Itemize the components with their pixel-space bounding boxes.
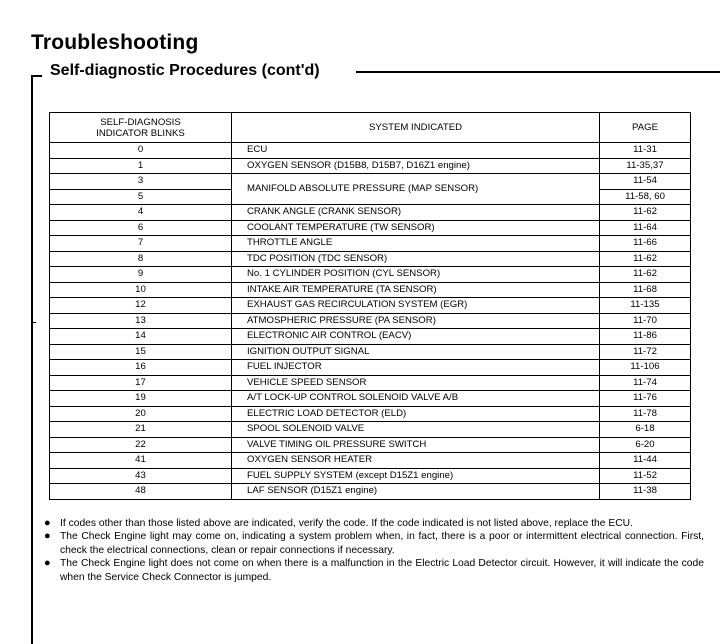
blink-cell: 41 xyxy=(50,453,232,469)
list-item xyxy=(44,517,704,530)
blink-cell: 0 xyxy=(50,143,232,159)
system-cell: LAF SENSOR (D15Z1 engine) xyxy=(232,484,600,500)
note-text: The Check Engine light does not come on when there is a malfunction in the Electric Load Detector circuit. However, it will indicate the code when the Service Check Connector is jumped. xyxy=(60,558,704,583)
table-row xyxy=(50,453,691,469)
margin-tick xyxy=(31,322,36,323)
header-blinks-line2: INDICATOR BLINKS xyxy=(96,127,185,139)
blink-cell: 21 xyxy=(50,422,232,438)
blink-cell: 43 xyxy=(50,468,232,484)
table-row xyxy=(50,267,691,283)
system-cell: ELECTRIC LOAD DETECTOR (ELD) xyxy=(232,406,600,422)
header-page: PAGE xyxy=(600,113,691,143)
blink-cell: 9 xyxy=(50,267,232,283)
section-rule-right xyxy=(356,71,720,73)
diagnosis-code-table xyxy=(49,112,691,500)
page-title: Troubleshooting xyxy=(31,31,199,54)
table-row xyxy=(50,205,691,221)
system-cell: ELECTRONIC AIR CONTROL (EACV) xyxy=(232,329,600,345)
blink-cell: 5 xyxy=(50,189,232,205)
page-cell: 11-106 xyxy=(600,360,691,376)
table-row xyxy=(50,329,691,345)
system-cell: INTAKE AIR TEMPERATURE (TA SENSOR) xyxy=(232,282,600,298)
blink-cell: 7 xyxy=(50,236,232,252)
page-cell: 11-58, 60 xyxy=(600,189,691,205)
table-row xyxy=(50,360,691,376)
page-cell: 11-38 xyxy=(600,484,691,500)
notes-list xyxy=(44,517,704,584)
table-row xyxy=(50,406,691,422)
blink-cell: 10 xyxy=(50,282,232,298)
system-cell: SPOOL SOLENOID VALVE xyxy=(232,422,600,438)
table-row xyxy=(50,174,691,190)
list-item xyxy=(44,557,704,584)
page-cell: 11-31 xyxy=(600,143,691,159)
blink-cell: 16 xyxy=(50,360,232,376)
system-cell: ECU xyxy=(232,143,600,159)
page-cell: 6-20 xyxy=(600,437,691,453)
blink-cell: 13 xyxy=(50,313,232,329)
header-system-indicated: SYSTEM INDICATED xyxy=(232,113,600,143)
system-cell: CRANK ANGLE (CRANK SENSOR) xyxy=(232,205,600,221)
blink-cell: 19 xyxy=(50,391,232,407)
system-cell: EXHAUST GAS RECIRCULATION SYSTEM (EGR) xyxy=(232,298,600,314)
page-cell: 11-62 xyxy=(600,251,691,267)
table-row xyxy=(50,391,691,407)
blink-cell: 6 xyxy=(50,220,232,236)
page-cell: 11-78 xyxy=(600,406,691,422)
header-indicator-blinks xyxy=(50,113,232,143)
page-cell: 11-72 xyxy=(600,344,691,360)
page-cell: 11-44 xyxy=(600,453,691,469)
blink-cell: 17 xyxy=(50,375,232,391)
table-row xyxy=(50,313,691,329)
table-row xyxy=(50,282,691,298)
note-text: If codes other than those listed above are indicated, verify the code. If the code indicated is not listed above, replace the ECU. xyxy=(60,518,633,529)
system-cell: A/T LOCK-UP CONTROL SOLENOID VALVE A/B xyxy=(232,391,600,407)
blink-cell: 12 xyxy=(50,298,232,314)
blink-cell: 14 xyxy=(50,329,232,345)
table-row xyxy=(50,158,691,174)
table-row xyxy=(50,468,691,484)
page-cell: 11-68 xyxy=(600,282,691,298)
page-cell: 11-66 xyxy=(600,236,691,252)
blink-cell: 3 xyxy=(50,174,232,190)
list-item xyxy=(44,530,704,557)
blink-cell: 20 xyxy=(50,406,232,422)
table-row xyxy=(50,143,691,159)
page-cell: 11-135 xyxy=(600,298,691,314)
table-row xyxy=(50,344,691,360)
table-header-row xyxy=(50,113,691,143)
page-cell: 6-18 xyxy=(600,422,691,438)
page-cell: 11-86 xyxy=(600,329,691,345)
bullet-icon: ● xyxy=(44,557,51,570)
table-row xyxy=(50,375,691,391)
bullet-icon: ● xyxy=(44,530,51,543)
blink-cell: 48 xyxy=(50,484,232,500)
system-cell: MANIFOLD ABSOLUTE PRESSURE (MAP SENSOR) xyxy=(232,174,600,205)
table-row xyxy=(50,298,691,314)
page-cell: 11-54 xyxy=(600,174,691,190)
page-cell: 11-35,37 xyxy=(600,158,691,174)
blink-cell: 1 xyxy=(50,158,232,174)
table-row xyxy=(50,422,691,438)
table-row xyxy=(50,236,691,252)
blink-cell: 15 xyxy=(50,344,232,360)
blink-cell: 8 xyxy=(50,251,232,267)
system-cell: THROTTLE ANGLE xyxy=(232,236,600,252)
system-cell: IGNITION OUTPUT SIGNAL xyxy=(232,344,600,360)
header-blinks-line1: SELF-DIAGNOSIS xyxy=(100,116,181,128)
system-cell: OXYGEN SENSOR HEATER xyxy=(232,453,600,469)
frame-left-rule xyxy=(31,75,33,644)
system-cell: OXYGEN SENSOR (D15B8, D15B7, D16Z1 engine) xyxy=(232,158,600,174)
system-cell: No. 1 CYLINDER POSITION (CYL SENSOR) xyxy=(232,267,600,283)
system-cell: TDC POSITION (TDC SENSOR) xyxy=(232,251,600,267)
table-row xyxy=(50,220,691,236)
table-row xyxy=(50,484,691,500)
bullet-icon: ● xyxy=(44,517,51,529)
system-cell: ATMOSPHERIC PRESSURE (PA SENSOR) xyxy=(232,313,600,329)
section-title: Self-diagnostic Procedures (cont'd) xyxy=(50,62,320,79)
table-row xyxy=(50,251,691,267)
page-cell: 11-70 xyxy=(600,313,691,329)
system-cell: FUEL INJECTOR xyxy=(232,360,600,376)
page-cell: 11-62 xyxy=(600,205,691,221)
page-cell: 11-64 xyxy=(600,220,691,236)
page-cell: 11-74 xyxy=(600,375,691,391)
system-cell: VALVE TIMING OIL PRESSURE SWITCH xyxy=(232,437,600,453)
page-cell: 11-76 xyxy=(600,391,691,407)
page-cell: 11-52 xyxy=(600,468,691,484)
table-row xyxy=(50,437,691,453)
note-text: The Check Engine light may come on, indicating a system problem when, in fact, there is a poor or intermittent electrical connection. First, check the electrical connections, clean or repair connections if necessary. xyxy=(60,531,704,556)
system-cell: COOLANT TEMPERATURE (TW SENSOR) xyxy=(232,220,600,236)
blink-cell: 4 xyxy=(50,205,232,221)
page-cell: 11-62 xyxy=(600,267,691,283)
blink-cell: 22 xyxy=(50,437,232,453)
system-cell: FUEL SUPPLY SYSTEM (except D15Z1 engine) xyxy=(232,468,600,484)
system-cell: VEHICLE SPEED SENSOR xyxy=(232,375,600,391)
